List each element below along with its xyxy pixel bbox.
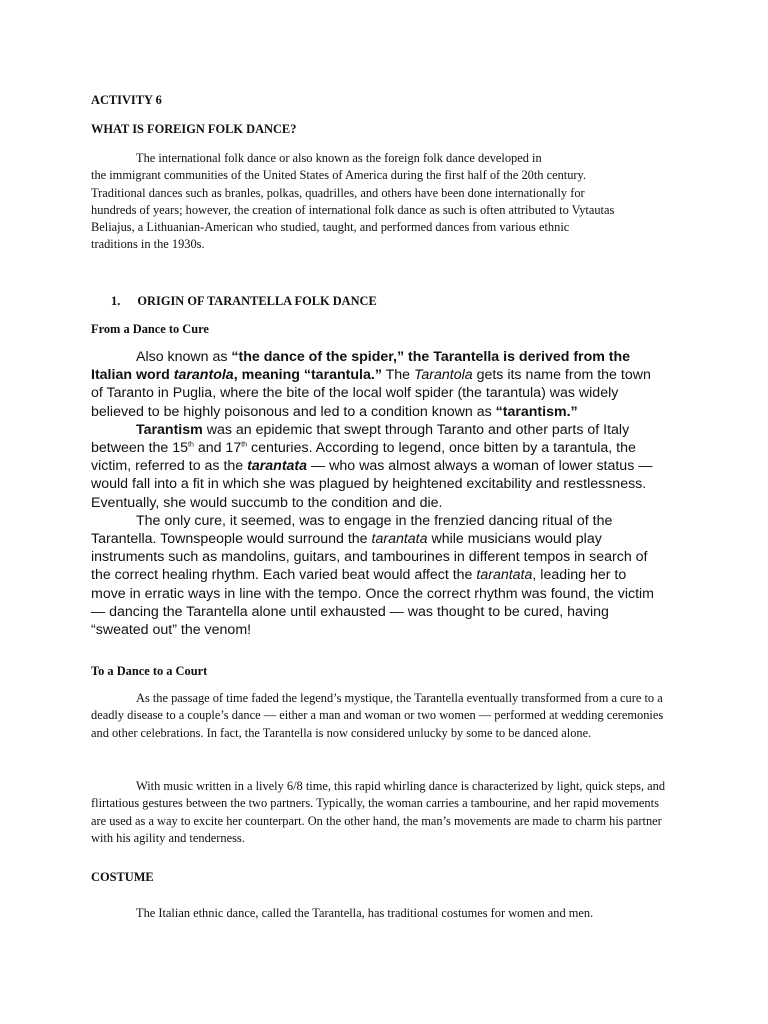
intro-line-6: traditions in the 1930s. bbox=[91, 237, 205, 252]
court-paragraph-2: With music written in a lively 6/8 time, this rapid whirling dance is characterized by light, quick steps, and flirtatious gestures between the two partners. Typically, the woman carries a tambourine, and her rapid movements are used as a way to excite her counterpart. On the other hand, the man’s movements are made to charm his partner with his agility and tenderness. bbox=[91, 779, 666, 845]
cure-paragraph-3: The only cure, it seemed, was to engage in the frenzied dancing ritual of the Tarantella. Townspeople would surround the tarantata while musicians would play instruments such as mandolins, guitars, and tambourines in different tempos in search of the correct healing rhythm. Each varied beat would affect the tarantata, leading her to move in erratic ways in line with the tempo. Once the correct rhythm was found, the victim — dancing the Tarantella alone until exhausted — was thought to be cured, having “sweated out” the venom! bbox=[91, 512, 654, 639]
section-number: 1. bbox=[111, 294, 121, 308]
court-paragraph-1: As the passage of time faded the legend’s mystique, the Tarantella eventually transformed from a cure to a deadly disease to a couple’s dance — either a man and woman or two women — performed at wedding ceremonies and other celebrations. In fact, the Tarantella is now considered unlucky by some to be danced alone. bbox=[91, 691, 664, 740]
costume-paragraph: The Italian ethnic dance, called the Tarantella, has traditional costumes for women and men. bbox=[136, 906, 594, 920]
intro-line-2: the immigrant communities of the United States of America during the first half of the 20th century. bbox=[91, 168, 587, 183]
section-1-heading bbox=[111, 293, 377, 310]
subheading-dance-to-cure: From a Dance to Cure bbox=[91, 322, 209, 336]
subheading-dance-to-court: To a Dance to a Court bbox=[91, 664, 208, 678]
intro-line-4: hundreds of years; however, the creation of international folk dance as such is often attributed to Vytautas bbox=[91, 202, 615, 217]
costume-heading: COSTUME bbox=[91, 870, 154, 884]
cure-paragraph-2: Tarantism was an epidemic that swept through Taranto and other parts of Italy between the 15th and 17th centuries. According to legend, once bitten by a tarantula, the victim, referred to as the tarantata — who was almost always a woman of lower status — would fall into a fit in which she was plagued by heightened excitability and restlessness. Eventually, she would succumb to the condition and die. bbox=[91, 421, 653, 511]
cure-section bbox=[91, 348, 663, 639]
cure-paragraph-1: Also known as “the dance of the spider,” the Tarantella is derived from the Italian word tarantola, meaning “tarantula.” The Tarantola gets its name from the town of Taranto in Puglia, where the bite of the local wolf spider (the tarantula) was widely believed to be highly poisonous and led to a condition known as “tarantism.” bbox=[91, 349, 651, 420]
intro-paragraph bbox=[91, 150, 691, 254]
activity-heading: ACTIVITY 6 bbox=[91, 93, 162, 107]
intro-line-5: Beliajus, a Lithuanian-American who studied, taught, and performed dances from various ethnic bbox=[91, 220, 570, 235]
intro-line-3: Traditional dances such as branles, polkas, quadrilles, and others have been done internationally for bbox=[91, 185, 585, 200]
section-title: ORIGIN OF TARANTELLA FOLK DANCE bbox=[137, 294, 377, 308]
question-heading: WHAT IS FOREIGN FOLK DANCE? bbox=[91, 122, 297, 136]
intro-line-1: The international folk dance or also known as the foreign folk dance developed in bbox=[136, 151, 542, 165]
